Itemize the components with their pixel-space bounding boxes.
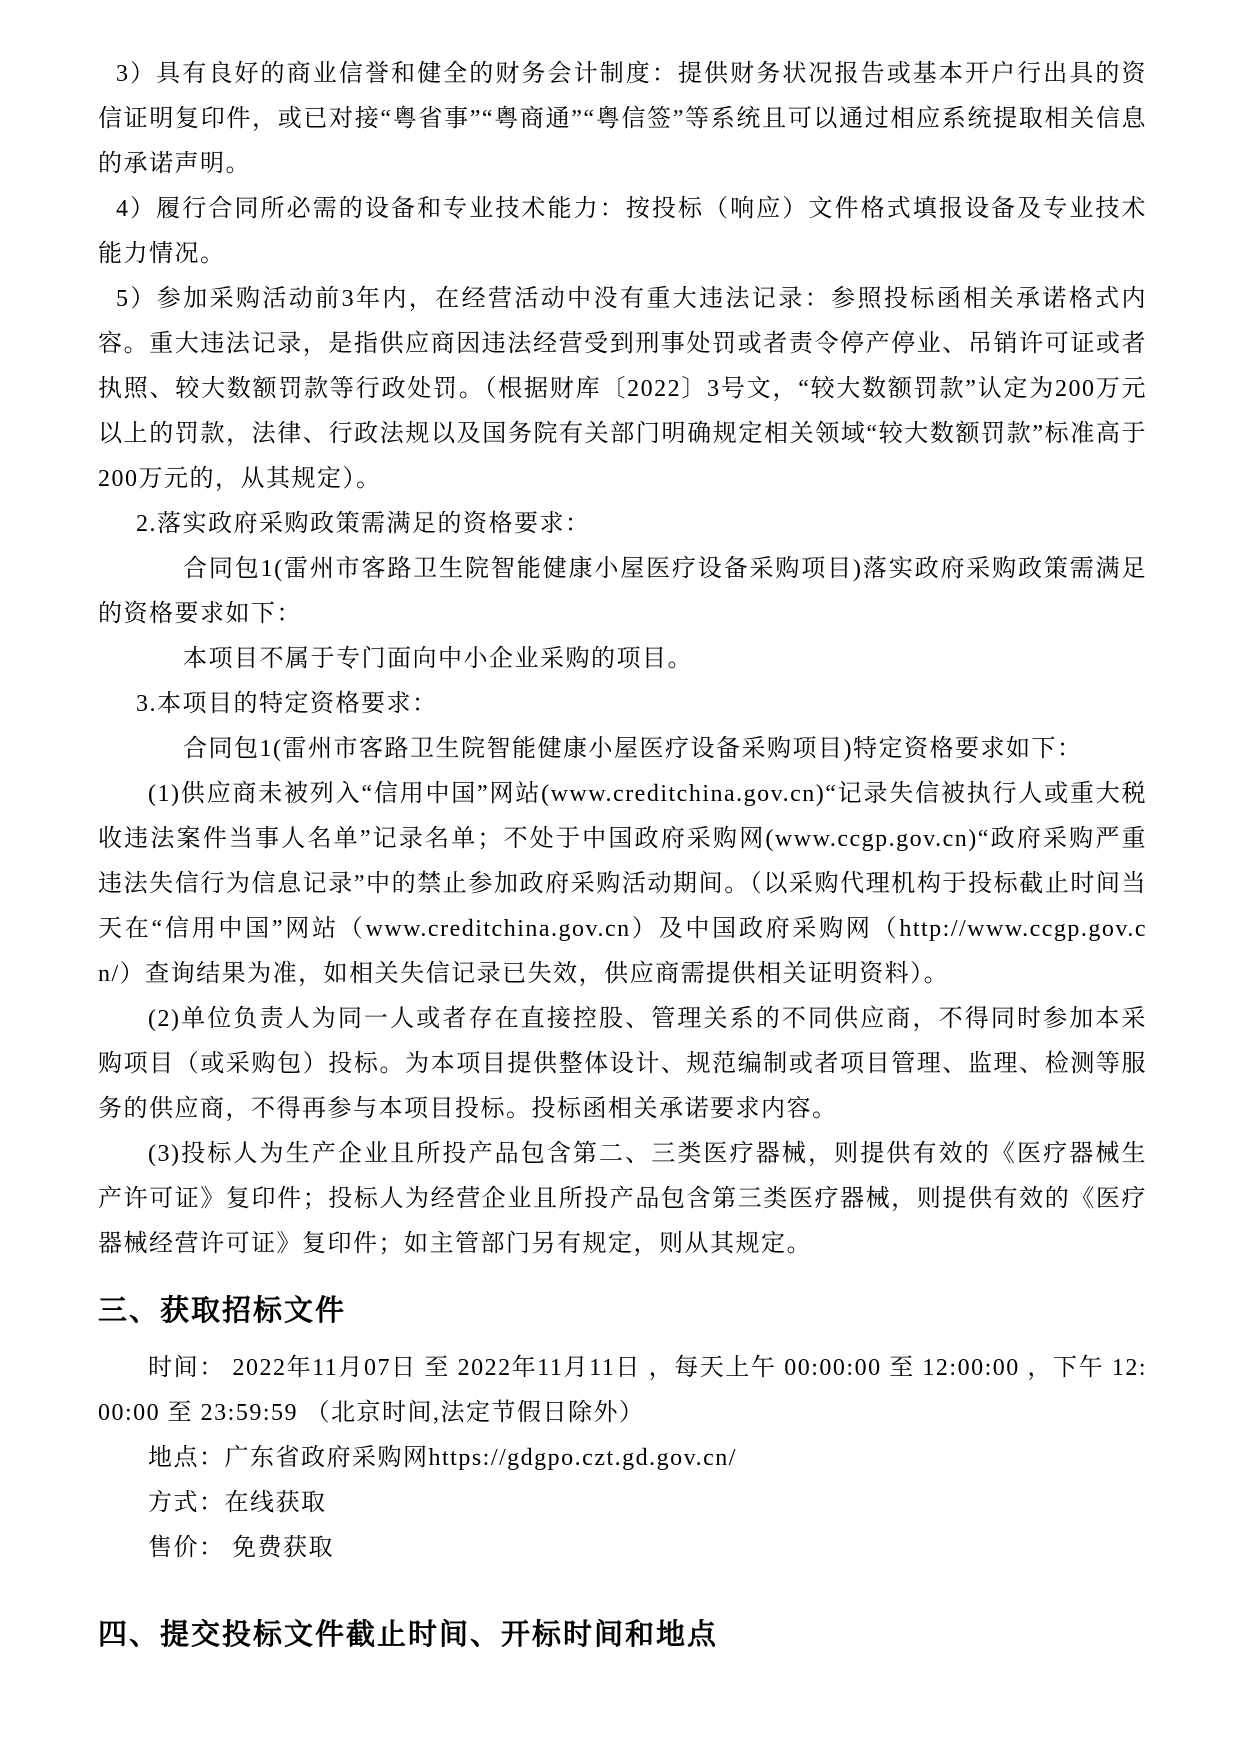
paragraph-specific-item-1: (1)供应商未被列入“信用中国”网站(www.creditchina.gov.cn)“记录失信被执行人或重大税收违法案件当事人名单”记录名单；不处于中国政府采购网(www.ccgp.gov.cn)“政府采购严重违法失信行为信息记录”中的禁止参加政府采购活动期间。（以采购代理机构于投标截止时间当天在“信用中国”网站（www.creditchina.gov.cn）及中国政府采购网（http://www.ccgp.gov.cn/）查询结果为准，如相关失信记录已失效，供应商需提供相关证明资料）。 [98, 781, 1147, 987]
section-heading-deadline-opening: 四、提交投标文件截止时间、开标时间和地点 [98, 1619, 719, 1651]
paragraph-policy-note: 本项目不属于专门面向中小企业采购的项目。 [183, 646, 693, 672]
paragraph-obtain-location: 地点：广东省政府采购网https://gdgpo.czt.gd.gov.cn/ [148, 1445, 737, 1471]
paragraph-obtain-price: 售价： 免费获取 [148, 1535, 334, 1561]
paragraph-specific-item-3: (3)投标人为生产企业且所投产品包含第二、三类医疗器械，则提供有效的《医疗器械生产许可证》复印件；投标人为经营企业且所投产品包含第三类医疗器械，则提供有效的《医疗器械经营许可证》复印件；如主管部门另有规定，则从其规定。 [98, 1141, 1147, 1257]
paragraph-specific-requirements-title: 3.本项目的特定资格要求： [136, 691, 438, 717]
paragraph-specific-package: 合同包1(雷州市客路卫生院智能健康小屋医疗设备采购项目)特定资格要求如下： [183, 736, 1083, 762]
section-heading-obtain-documents: 三、获取招标文件 [98, 1295, 347, 1327]
paragraph-obtain-method: 方式：在线获取 [148, 1490, 327, 1516]
paragraph-policy-requirements-title: 2.落实政府采购政策需满足的资格要求： [136, 511, 591, 537]
paragraph-qualification-item-5: 5）参加采购活动前3年内，在经营活动中没有重大违法记录：参照投标函相关承诺格式内容。重大违法记录，是指供应商因违法经营受到刑事处罚或者责令停产停业、吊销许可证或者执照、较大数额罚款等行政处罚。（根据财库〔2022〕3号文，“较大数额罚款”认定为200万元以上的罚款，法律、行政法规以及国务院有关部门明确规定相关领域“较大数额罚款”标准高于200万元的，从其规定）。 [98, 286, 1147, 492]
paragraph-policy-package: 合同包1(雷州市客路卫生院智能健康小屋医疗设备采购项目)落实政府采购政策需满足的资格要求如下： [98, 556, 1147, 627]
paragraph-qualification-item-4: 4）履行合同所必需的设备和专业技术能力：按投标（响应）文件格式填报设备及专业技术能力情况。 [98, 196, 1147, 267]
paragraph-specific-item-2: (2)单位负责人为同一人或者存在直接控股、管理关系的不同供应商，不得同时参加本采购项目（或采购包）投标。为本项目提供整体设计、规范编制或者项目管理、监理、检测等服务的供应商，不得再参与本项目投标。投标函相关承诺要求内容。 [98, 1006, 1147, 1122]
paragraph-qualification-item-3: 3）具有良好的商业信誉和健全的财务会计制度：提供财务状况报告或基本开户行出具的资信证明复印件，或已对接“粤省事”“粤商通”“粤信签”等系统且可以通过相应系统提取相关信息的承诺声明。 [98, 61, 1147, 177]
paragraph-obtain-time: 时间： 2022年11月07日 至 2022年11月11日 ，每天上午 00:00:00 至 12:00:00 ，下午 12:00:00 至 23:59:59 （北京时间,法定节假日除外） [98, 1355, 1147, 1426]
